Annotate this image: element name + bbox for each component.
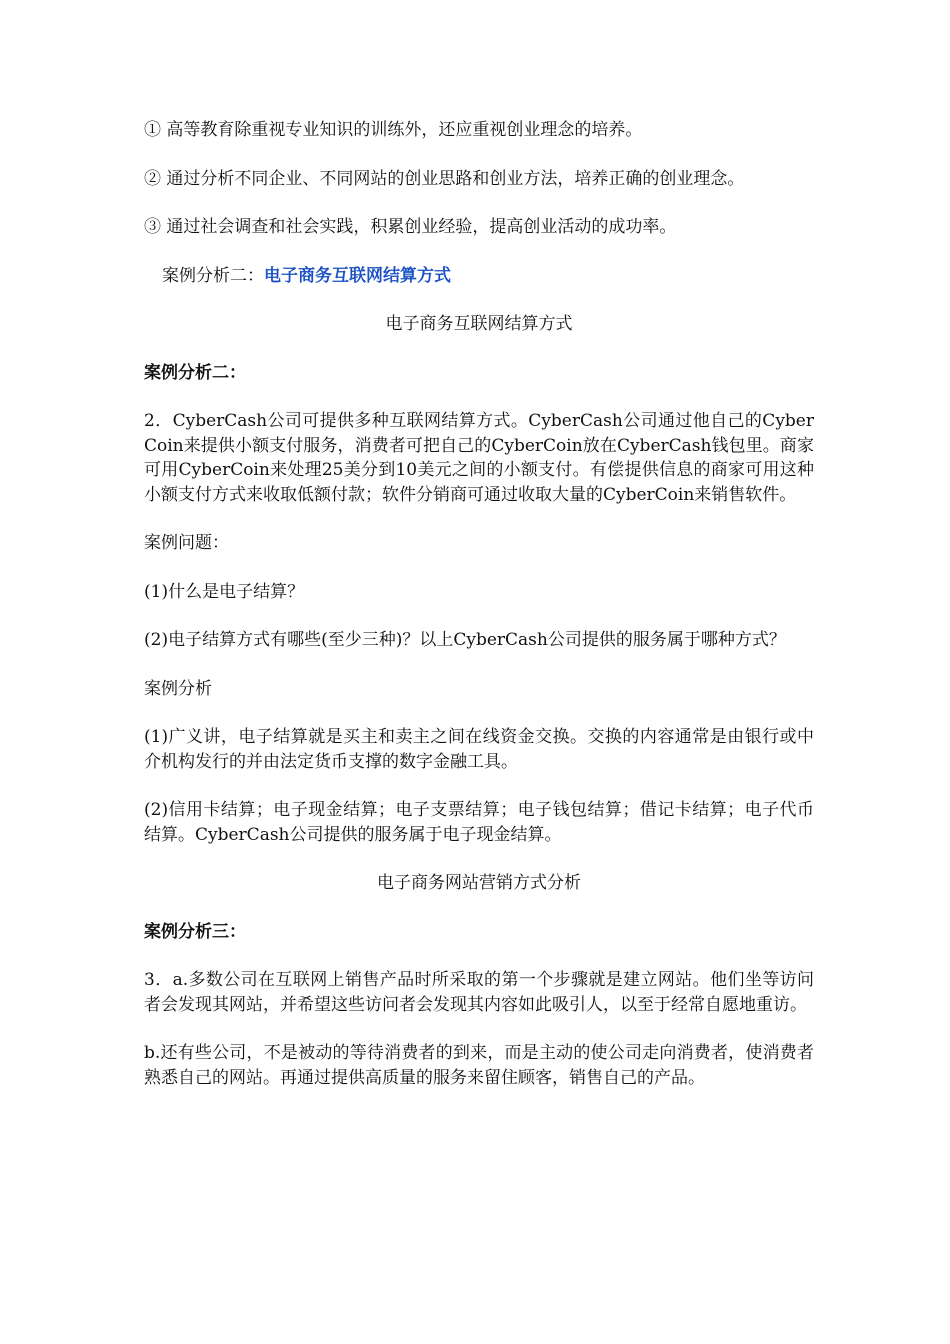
case2-answer-2: (2)信用卡结算；电子现金结算；电子支票结算；电子钱包结算；借记卡结算；电子代币结算。CyberCash公司提供的服务属于电子现金结算。 [144, 800, 814, 845]
point-1: ① 高等教育除重视专业知识的训练外，还应重视创业理念的培养。 [144, 120, 643, 140]
case2-question-2: (2)电子结算方式有哪些(至少三种)？以上CyberCash公司提供的服务属于哪种方式？ [144, 630, 786, 650]
point-3: ③ 通过社会调查和社会实践，积累创业经验，提高创业活动的成功率。 [144, 217, 677, 237]
case2-link-prefix: 案例分析二： [162, 265, 264, 286]
case3-paragraph-a: 3．a.多数公司在互联网上销售产品时所采取的第一个步骤就是建立网站。他们坐等访问者会发现其网站，并希望这些访问者会发现其内容如此吸引人，以至于经常自愿地重访。 [144, 970, 814, 1015]
case2-link[interactable]: 电子商务互联网结算方式 [264, 265, 451, 286]
document-page [144, 118, 814, 1114]
case2-title: 电子商务互联网结算方式 [385, 314, 573, 334]
case2-question-1: (1)什么是电子结算？ [144, 581, 305, 602]
case2-heading: 案例分析二： [144, 362, 246, 383]
case2-questions-label: 案例问题： [144, 533, 229, 553]
point-2: ② 通过分析不同企业、不同网站的创业思路和创业方法，培养正确的创业理念。 [144, 168, 745, 189]
case3-paragraph-b: b.还有些公司，不是被动的等待消费者的到来，而是主动的使公司走向消费者，使消费者熟悉自己的网站。再通过提供高质量的服务来留住顾客，销售自己的产品。 [144, 1043, 814, 1088]
case3-title: 电子商务网站营销方式分析 [377, 873, 581, 893]
case2-body: 2．CyberCash公司可提供多种互联网结算方式。CyberCash公司通过他自己的CyberCoin来提供小额支付服务，消费者可把自己的CyberCoin放在CyberCash钱包里。商家可用CyberCoin来处理25美分到10美元之间的小额支付。有偿提供信息的商家可用这种小额支付方式来收取低额付款；软件分销商可通过收取大量的CyberCoin来销售软件。 [144, 411, 814, 505]
case2-link-line [162, 264, 814, 289]
case3-heading: 案例分析三： [144, 921, 246, 942]
case2-answer-1: (1)广义讲，电子结算就是买主和卖主之间在线资金交换。交换的内容通常是由银行或中介机构发行的并由法定货币支撑的数字金融工具。 [144, 727, 814, 772]
case2-analysis-label: 案例分析 [144, 678, 212, 699]
